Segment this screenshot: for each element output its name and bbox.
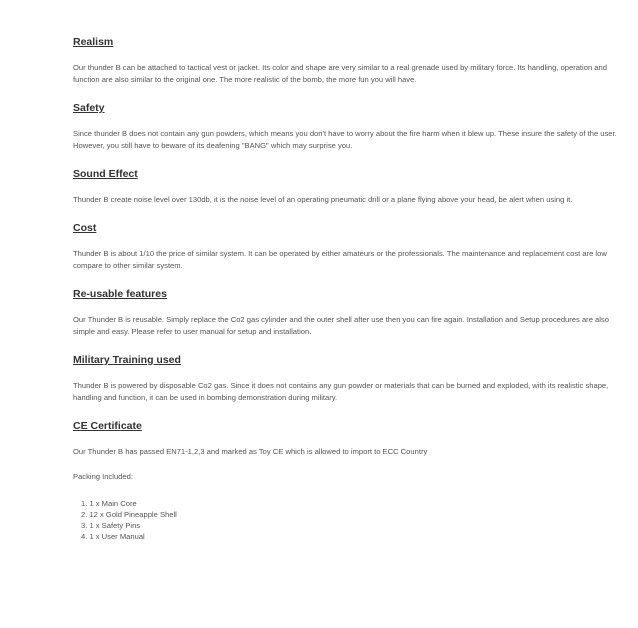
packing-list (73, 498, 625, 542)
body-cost: Thunder B is about 1/10 the price of similar system. It can be operated by either amateurs or the professionals. The maintenance and replacement cost are low compare to other similar system. (73, 249, 607, 270)
packing-item: 1. 1 x Main Core (81, 499, 137, 508)
packing-item: 2. 12 x Gold Pineapple Shell (81, 510, 177, 519)
heading-safety: Safety (73, 102, 105, 114)
body-realism: Our thunder B can be attached to tactical vest or jacket. Its color and shape are very similar to a real grenade used by military force. Its handling, operation and function are also similar to the original one. The more realistic of the bomb, the more fun you will have. (73, 63, 607, 84)
body-safety: Since thunder B does not contain any gun powders, which means you don't have to worry about the fire harm when it blew up. These insure the safety of the user. However, you still have to beware of its deafening "BANG" which may surprise you. (73, 129, 617, 150)
body-ce-certificate: Our Thunder B has passed EN71-1,2,3 and marked as Toy CE which is allowed to import to ECC Country (73, 447, 428, 456)
heading-cost: Cost (73, 222, 97, 234)
heading-reusable-features: Re-usable features (73, 288, 167, 300)
heading-military-training: Military Training used (73, 354, 181, 366)
heading-sound-effect: Sound Effect (73, 168, 138, 180)
heading-ce-certificate: CE Certificate (73, 420, 142, 432)
document-content (73, 36, 625, 542)
packing-item: 4. 1 x User Manual (81, 532, 145, 541)
heading-realism: Realism (73, 36, 114, 48)
body-sound-effect: Thunder B create noise level over 130db, it is the noise level of an operating pneumatic drill or a plane flying above your head, be alert when using it. (73, 195, 573, 204)
packing-label: Packing Included: (73, 472, 133, 481)
body-military-training: Thunder B is powered by disposable Co2 gas. Since it does not contains any gun powder or materials that can be burned and exploded, with its realistic shape, handling and function, it can be used in bombing demonstration during military. (73, 381, 609, 402)
packing-item: 3. 1 x Safety Pins (81, 521, 141, 530)
body-reusable-features: Our Thunder B is reusable. Simply replace the Co2 gas cylinder and the outer shell after use then you can fire again. Installation and Setup procedures are also simple and easy. Please refer to user manual for setup and installation. (73, 315, 609, 336)
